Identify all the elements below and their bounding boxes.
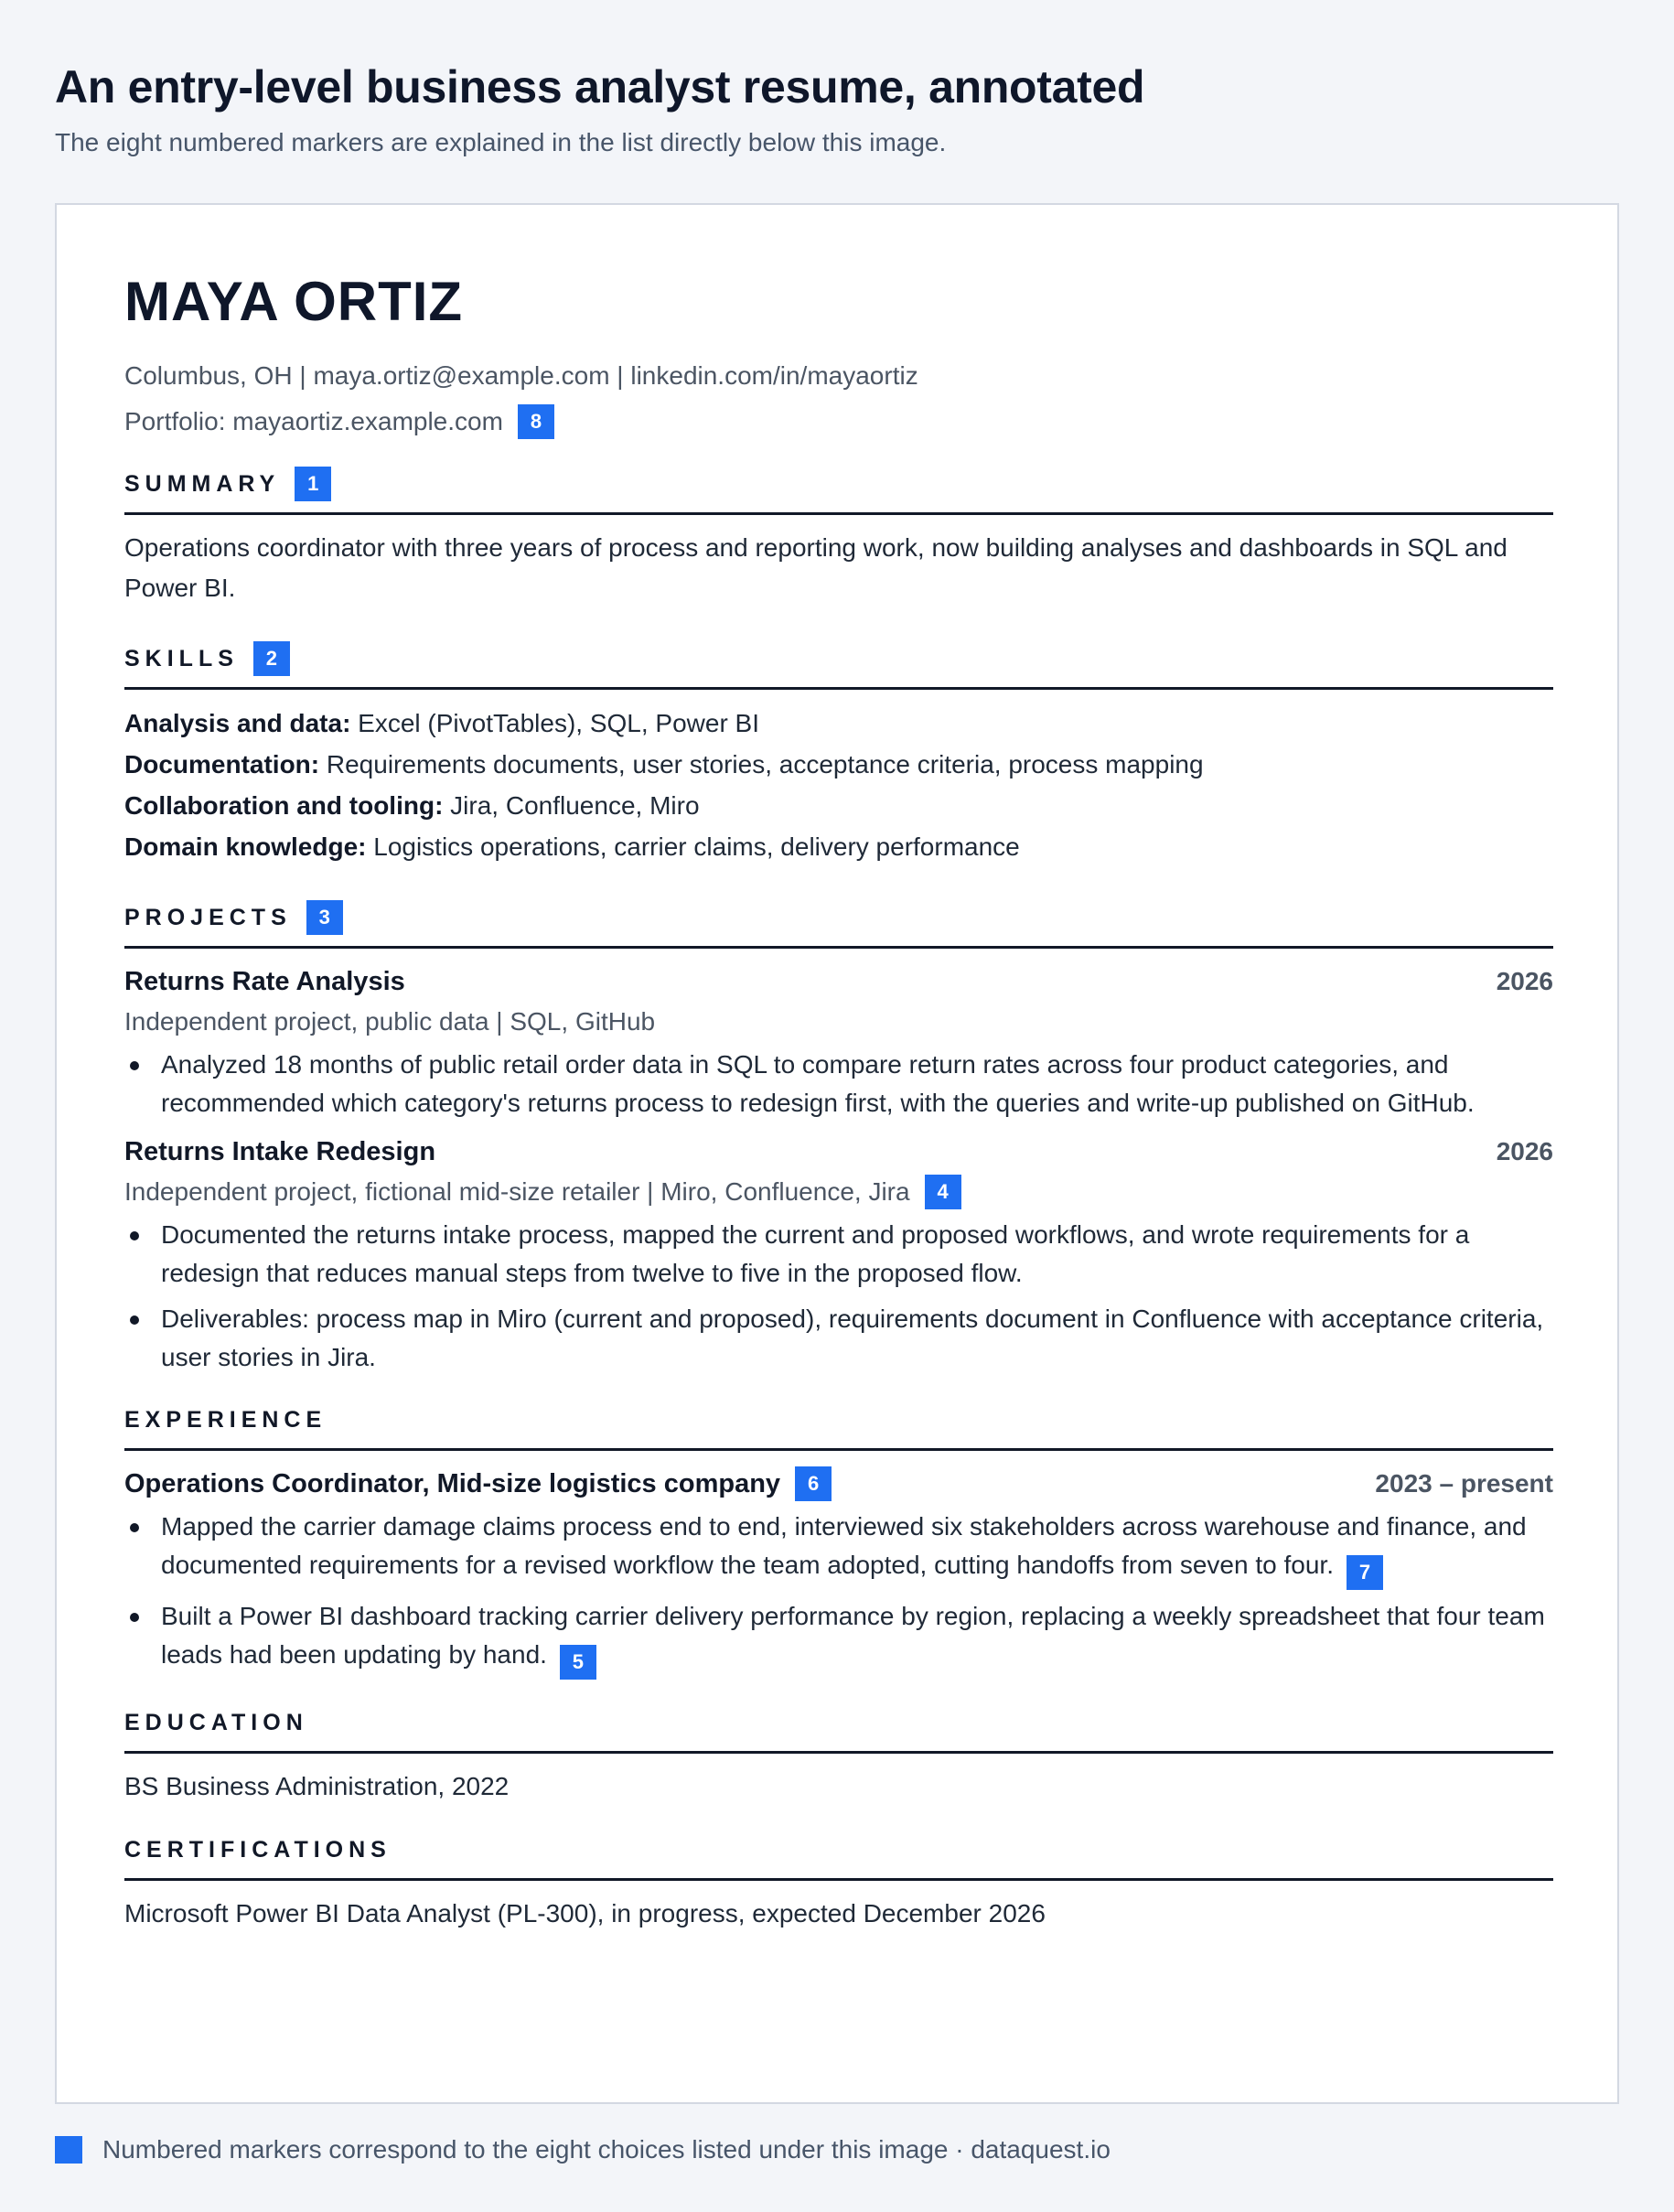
resume-name: MAYA ORTIZ: [124, 271, 464, 332]
project-date: 2026: [1496, 1137, 1553, 1165]
resume-content: [124, 269, 1553, 1934]
page-title: An entry-level business analyst resume, annotated: [55, 61, 1145, 113]
bullet-text: Mapped the carrier damage claims process end to end, interviewed six stakeholders across warehouse and finance, and documented requirements for a revised workflow the team adopted, cutting handoffs from seven to four.: [161, 1512, 1527, 1579]
bullet-item: Documented the returns intake process, mapped the current and proposed workflows, and wrote requirements for a redesign that reduces manual steps from twelve to five in the proposed flow.: [124, 1216, 1553, 1293]
skill-row: [124, 826, 1553, 867]
skill-row: [124, 744, 1553, 785]
skill-key: Collaboration and tooling:: [124, 791, 444, 820]
summary-section: [124, 465, 1553, 608]
summary-heading: [124, 465, 1553, 503]
education-text: BS Business Administration, 2022: [124, 1772, 510, 1800]
marker-3: 3: [306, 900, 343, 935]
project-subtitle: [124, 1172, 1553, 1212]
skill-value: Logistics operations, carrier claims, delivery performance: [366, 832, 1020, 861]
summary-text: Operations coordinator with three years of process and reporting work, now building analyses and dashboards in SQL and Power BI.: [124, 533, 1508, 602]
skills-label: SKILLS: [124, 645, 239, 671]
marker-5: 5: [560, 1645, 596, 1680]
education-label: EDUCATION: [124, 1709, 308, 1735]
skill-value: Jira, Confluence, Miro: [443, 791, 700, 820]
project-entry: [124, 961, 1553, 1122]
bullet-item: Deliverables: process map in Miro (current and proposed), requirements document in Confluence with acceptance criteria, user stories in Jira.: [124, 1300, 1553, 1377]
footer-text: Numbered markers correspond to the eight choices listed under this image · dataquest.io: [102, 2135, 1111, 2164]
project-subtitle-text: Independent project, fictional mid-size retailer | Miro, Confluence, Jira: [124, 1177, 910, 1206]
skills-heading: [124, 639, 1553, 678]
project-bullets: [124, 1216, 1553, 1377]
project-subtitle: [124, 1002, 1553, 1042]
education-section: [124, 1703, 1553, 1807]
contact-block: [124, 353, 1553, 445]
experience-title: [124, 1466, 832, 1501]
certifications-text: Microsoft Power BI Data Analyst (PL-300), in progress, expected December 2026: [124, 1899, 1046, 1927]
contact-text: Columbus, OH | maya.ortiz@example.com | linkedin.com/in/mayaortiz: [124, 361, 918, 390]
page-header: [55, 59, 1610, 159]
summary-label: SUMMARY: [124, 470, 281, 497]
experience-entry: [124, 1464, 1553, 1680]
bullet-item: [124, 1508, 1553, 1590]
skills-section: [124, 639, 1553, 867]
certifications-section: [124, 1831, 1553, 1934]
projects-label: PROJECTS: [124, 904, 292, 930]
page-subtitle: The eight numbered markers are explained in the list directly below this image.: [55, 128, 947, 156]
page-footer: [55, 2135, 1111, 2164]
experience-title-text: Operations Coordinator, Mid-size logistics company: [124, 1468, 781, 1498]
portfolio-text: Portfolio: mayaortiz.example.com: [124, 407, 503, 435]
skill-value: Requirements documents, user stories, acceptance criteria, process mapping: [319, 750, 1204, 778]
experience-header: [124, 1464, 1553, 1504]
marker-2: 2: [253, 641, 290, 676]
section-divider: [124, 1751, 1553, 1754]
skill-key: Analysis and data:: [124, 709, 351, 737]
bullet-text: Built a Power BI dashboard tracking carrier delivery performance by region, replacing a weekly spreadsheet that four team leads had been updating by hand.: [161, 1602, 1545, 1669]
marker-1: 1: [295, 467, 331, 501]
certifications-heading: [124, 1831, 1553, 1869]
section-divider: [124, 1878, 1553, 1881]
section-divider: [124, 512, 1553, 515]
project-subtitle-text: Independent project, public data | SQL, GitHub: [124, 1007, 656, 1036]
project-header: [124, 1132, 1553, 1172]
section-divider: [124, 687, 1553, 690]
project-title: Returns Intake Redesign: [124, 1136, 436, 1166]
bullet-item: Analyzed 18 months of public retail order data in SQL to compare return rates across four product categories, and recommended which category's returns process to redesign first, with the queries and write-up published on GitHub.: [124, 1046, 1553, 1122]
projects-section: [124, 898, 1553, 1377]
project-date: 2026: [1496, 967, 1553, 995]
project-header: [124, 961, 1553, 1002]
marker-6: 6: [795, 1466, 832, 1501]
experience-section: [124, 1401, 1553, 1680]
project-entry: [124, 1132, 1553, 1377]
resume-card: [55, 203, 1619, 2104]
projects-heading: [124, 898, 1553, 937]
skill-value: Excel (PivotTables), SQL, Power BI: [350, 709, 760, 737]
experience-label: EXPERIENCE: [124, 1406, 327, 1433]
skill-row: [124, 785, 1553, 826]
certifications-label: CERTIFICATIONS: [124, 1836, 392, 1863]
experience-bullets: [124, 1508, 1553, 1680]
section-divider: [124, 946, 1553, 949]
marker-7: 7: [1347, 1555, 1383, 1590]
skill-key: Documentation:: [124, 750, 320, 778]
marker-legend-swatch: [55, 2136, 82, 2164]
project-bullets: [124, 1046, 1553, 1122]
marker-4: 4: [925, 1175, 961, 1209]
skill-key: Domain knowledge:: [124, 832, 367, 861]
experience-heading: [124, 1401, 1553, 1439]
education-heading: [124, 1703, 1553, 1742]
skill-row: [124, 703, 1553, 744]
marker-8: 8: [518, 404, 554, 439]
section-divider: [124, 1448, 1553, 1451]
portfolio-line: [124, 399, 1553, 445]
experience-date: 2023 – present: [1375, 1469, 1553, 1498]
contact-line: [124, 353, 1553, 399]
project-title: Returns Rate Analysis: [124, 966, 405, 996]
bullet-item: [124, 1597, 1553, 1680]
